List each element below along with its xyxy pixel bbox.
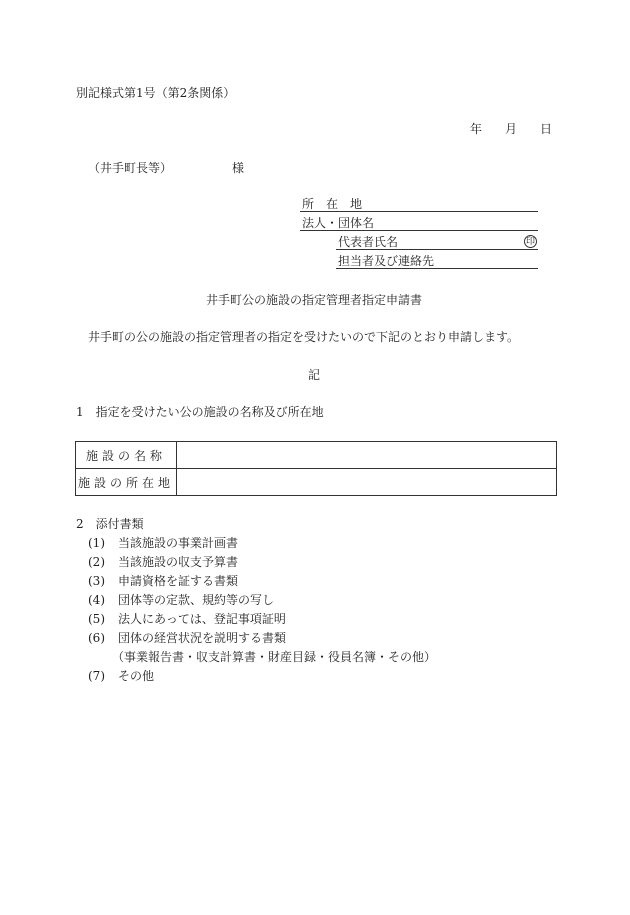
list-item-num: (2)	[88, 555, 105, 569]
list-item-num: (5)	[88, 612, 105, 626]
list-item-num: (1)	[88, 536, 105, 550]
address-label: 所 在 地	[302, 197, 363, 211]
section1-heading: 1 指定を受けたい公の施設の名称及び所在地	[76, 405, 324, 419]
list-item: その他	[118, 669, 155, 683]
facility-location-cell[interactable]	[177, 469, 557, 496]
section2-heading: 2 添付書類	[76, 517, 144, 531]
list-item-num: (6)	[88, 631, 105, 645]
form-code: 別記様式第1号（第2条関係）	[76, 86, 236, 100]
date-month: 月	[505, 122, 518, 136]
facility-name-label: 施設の名称	[76, 442, 177, 469]
seal-icon: 印	[525, 237, 535, 247]
address-line	[300, 211, 538, 212]
facility-location-label: 施設の所在地	[76, 469, 177, 496]
addressee-name: （井手町長等）	[88, 161, 173, 175]
date-day: 日	[540, 122, 553, 136]
facility-table	[75, 441, 557, 496]
list-item: 団体等の定款、規約等の写し	[118, 593, 275, 607]
table-row	[76, 442, 557, 469]
list-item-num: (3)	[88, 574, 105, 588]
list-item: 当該施設の事業計画書	[118, 536, 239, 550]
rep-line	[336, 249, 538, 250]
list-item-note: （事業報告書・収支計算書・財産目録・役員名簿・その他）	[112, 650, 437, 664]
contact-line	[336, 268, 538, 269]
list-item: 当該施設の収支予算書	[118, 555, 239, 569]
corp-line	[300, 230, 538, 231]
facility-name-cell[interactable]	[177, 442, 557, 469]
ki-mark: 記	[308, 368, 321, 382]
date-year: 年	[470, 122, 483, 136]
addressee-honorific: 様	[232, 161, 245, 175]
list-item: 法人にあっては、登記事項証明	[118, 612, 286, 626]
list-item: 団体の経営状況を説明する書類	[118, 631, 287, 645]
corp-label: 法人・団体名	[302, 216, 375, 230]
table-row	[76, 469, 557, 496]
contact-label: 担当者及び連絡先	[338, 254, 435, 268]
rep-label: 代表者氏名	[338, 235, 399, 249]
list-item-num: (4)	[88, 593, 105, 607]
list-item: 申請資格を証する書類	[118, 574, 239, 588]
list-item-num: (7)	[88, 669, 105, 683]
document-title: 井手町公の施設の指定管理者指定申請書	[206, 293, 423, 307]
intro-text: 井手町の公の施設の指定管理者の指定を受けたいので下記のとおり申請します。	[88, 330, 520, 344]
